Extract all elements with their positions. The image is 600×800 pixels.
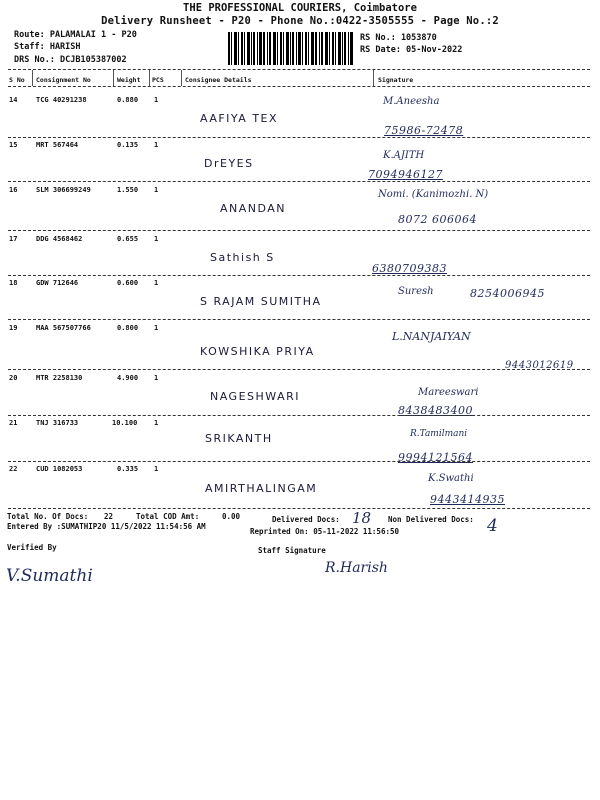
col-divider [32, 70, 33, 86]
row-rule [8, 319, 590, 320]
row-signature-name: M.Aneesha [383, 96, 440, 107]
staff-label: Staff: HARISH [14, 42, 81, 52]
staff-signature: R.Harish [325, 560, 388, 576]
rs-number: RS No.: 1053870 [360, 33, 437, 43]
row-pcs: 1 [154, 419, 159, 427]
row-sno: 18 [9, 279, 18, 287]
row-pcs: 1 [154, 324, 159, 332]
col-divider [373, 70, 374, 86]
verified-signature: V.Sumathi [6, 566, 93, 586]
col-header-sno: S No [9, 76, 25, 84]
row-signature-phone: 75986-72478 [384, 124, 464, 137]
row-signature-phone: 9443414935 [430, 493, 505, 506]
barcode-image [228, 32, 354, 65]
row-pcs: 1 [154, 186, 159, 194]
row-pcs: 1 [154, 279, 159, 287]
cod-value: 0.00 [222, 512, 241, 521]
row-consignee: KOWSHIKA PRIYA [200, 345, 315, 358]
col-header-consignment: Consignment No [36, 76, 91, 84]
row-rule [8, 461, 590, 462]
row-consignment: GDW 712646 [36, 279, 79, 287]
row-pcs: 1 [154, 141, 159, 149]
table-header-rule [8, 86, 590, 87]
reprinted-on: Reprinted On: 05-11-2022 11:56:50 [250, 527, 400, 536]
row-weight: 1.550 [117, 186, 139, 194]
row-signature-phone: 8438483400 [398, 404, 473, 417]
row-rule [8, 181, 590, 182]
row-sno: 22 [9, 465, 18, 473]
row-signature-phone: 6380709383 [372, 262, 447, 275]
verified-by-label: Verified By [7, 543, 57, 552]
row-signature-name: K.Swathi [428, 473, 474, 484]
row-consignee: NAGESHWARI [210, 390, 300, 403]
drs-number: DRS No.: DCJB105387002 [14, 55, 127, 65]
row-rule [8, 275, 590, 276]
rs-date: RS Date: 05-Nov-2022 [360, 45, 463, 55]
row-consignment: DDG 4568462 [36, 235, 83, 243]
row-sno: 20 [9, 374, 18, 382]
col-header-pcs: PCS [152, 76, 164, 84]
row-consignee: DrEYES [204, 157, 254, 170]
row-signature-name: Nomi. (Kanimozhi. N) [378, 189, 489, 200]
row-consignee: SRIKANTH [205, 432, 273, 445]
row-signature-name: Suresh [398, 286, 434, 297]
entered-by: Entered By :SUMATHIP20 11/5/2022 11:54:56 AM [7, 522, 206, 531]
row-consignee: S RAJAM SUMITHA [200, 295, 322, 308]
row-weight: 0.335 [117, 465, 139, 473]
row-signature-phone: 8254006945 [470, 287, 545, 300]
row-signature-name: K.AJITH [383, 150, 425, 161]
row-rule [8, 369, 590, 370]
company-title: THE PROFESSIONAL COURIERS, Coimbatore [183, 2, 417, 14]
non-delivered-value: 4 [487, 516, 498, 536]
row-weight: 0.135 [117, 141, 139, 149]
col-header-weight: Weight [117, 76, 141, 84]
row-signature-phone: 8072 606064 [398, 213, 477, 226]
row-weight: 0.800 [117, 324, 139, 332]
row-sno: 19 [9, 324, 18, 332]
row-pcs: 1 [154, 96, 159, 104]
row-weight: 0.600 [117, 279, 139, 287]
row-signature-phone: 9443012619 [505, 360, 574, 371]
row-weight: 10.100 [112, 419, 138, 427]
row-pcs: 1 [154, 465, 159, 473]
row-pcs: 1 [154, 235, 159, 243]
row-consignment: TNJ 316733 [36, 419, 79, 427]
col-divider [113, 70, 114, 86]
row-signature-phone: 7094946127 [368, 168, 443, 181]
row-weight: 0.880 [117, 96, 139, 104]
staff-signature-label: Staff Signature [258, 546, 326, 555]
row-sno: 14 [9, 96, 18, 104]
table-top-rule [8, 69, 590, 70]
row-consignee: AAFIYA TEX [200, 112, 279, 125]
row-consignment: MAA 567507766 [36, 324, 91, 332]
total-docs-label: Total No. Of Docs: [7, 512, 89, 521]
row-rule [8, 230, 590, 231]
row-consignment: CUD 1082053 [36, 465, 83, 473]
cod-label: Total COD Amt: [136, 512, 200, 521]
row-consignment: TCG 40291238 [36, 96, 87, 104]
row-rule [8, 415, 590, 416]
non-delivered-label: Non Delivered Docs: [388, 515, 474, 524]
row-pcs: 1 [154, 374, 159, 382]
row-consignee: ANANDAN [220, 202, 287, 215]
row-signature-name: Mareeswari [418, 387, 479, 398]
row-consignee: Sathish S [210, 251, 275, 264]
runsheet-title: Delivery Runsheet - P20 - Phone No.:0422-3505555 - Page No.:2 [101, 15, 499, 27]
row-sno: 17 [9, 235, 18, 243]
total-docs-value: 22 [104, 512, 114, 521]
col-divider [181, 70, 182, 86]
row-signature-name: L.NANJAIYAN [392, 330, 471, 343]
row-sno: 21 [9, 419, 18, 427]
delivered-value: 18 [352, 509, 372, 527]
row-consignment: MRT 567464 [36, 141, 79, 149]
col-divider [149, 70, 150, 86]
row-sno: 16 [9, 186, 18, 194]
row-consignment: MTR 2258130 [36, 374, 83, 382]
row-weight: 0.655 [117, 235, 139, 243]
row-consignment: SLM 306699249 [36, 186, 91, 194]
col-header-signature: Signature [378, 76, 414, 84]
delivered-label: Delivered Docs: [272, 515, 340, 524]
route-label: Route: PALAMALAI 1 - P20 [14, 30, 137, 40]
row-rule [8, 137, 590, 138]
col-header-consignee: Consignee Details [185, 76, 252, 84]
row-rule [8, 508, 590, 509]
row-signature-phone: 9994121564 [398, 451, 473, 464]
row-consignee: AMIRTHALINGAM [205, 482, 318, 495]
row-signature-name: R.Tamilmani [410, 429, 468, 439]
row-weight: 4.900 [117, 374, 139, 382]
row-sno: 15 [9, 141, 18, 149]
